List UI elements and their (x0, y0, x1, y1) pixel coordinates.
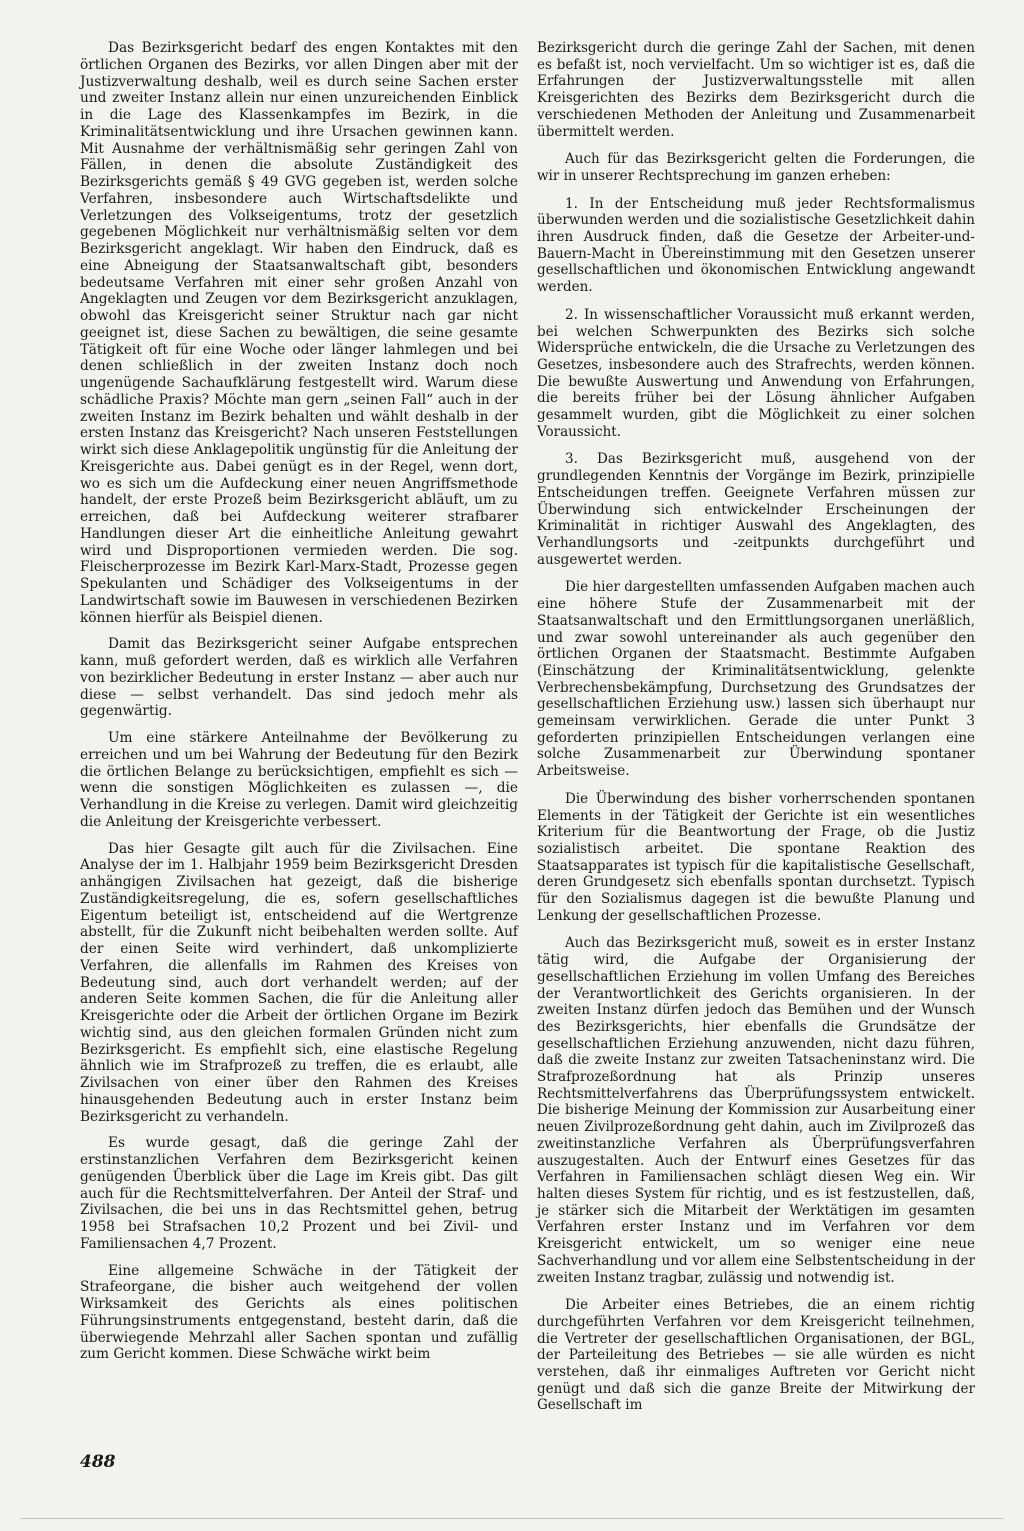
paragraph: Die Arbeiter eines Betriebes, die an einem richtig durchgeführten Verfahren vor dem Kreisgericht teilnehmen, die Vertreter der gesellschaftlichen Organisationen, der BGL, der Parteileitung des Betriebes — sie alle würden es nicht verstehen, daß ihr einmaliges Auftreten vor Gericht nicht genügt und daß sich die ganze Breite der Mitwirkung der Gesellschaft im (537, 1297, 975, 1414)
paragraph: Die hier dargestellten umfassenden Aufgaben machen auch eine höhere Stufe der Zusammenarbeit mit der Staatsanwaltschaft und den Ermittlungsorganen unerläßlich, und zwar sowohl untereinander als auch gegenüber den örtlichen Organen der Staatsmacht. Bestimmte Aufgaben (Einschätzung der Kriminalitätsentwicklung, gelenkte Verbrechensbekämpfung, Durchsetzung des Grundsatzes der gesellschaftlichen Erziehung usw.) lassen sich überhaupt nur gemeinsam verwirklichen. Gerade die unter Punkt 3 geforderten prinzipiellen Entscheidungen verlangen eine solche Zusammenarbeit zur Überwindung spontaner Arbeitsweise. (537, 579, 975, 780)
paragraph: Es wurde gesagt, daß die geringe Zahl der erstinstanzlichen Verfahren dem Bezirksgericht keinen genügenden Überblick über die Lage im Kreis gibt. Das gilt auch für die Rechtsmittelverfahren. Der Anteil der Straf- und Zivilsachen, die bei uns in das Rechtsmittel gehen, betrug 1958 bei Strafsachen 10,2 Prozent und bei Zivil- und Familiensachen 4,7 Prozent. (80, 1135, 518, 1252)
paragraph: Auch für das Bezirksgericht gelten die Forderungen, die wir in unserer Rechtsprechung im ganzen erheben: (537, 151, 975, 184)
paragraph: 2. In wissenschaftlicher Voraussicht muß erkannt werden, bei welchen Schwerpunkten des Bezirks sich solche Widersprüche entwickeln, die die Ursache zu Verletzungen des Gesetzes, insbesondere auch des Strafrechts, werden können. Die bewußte Auswertung und Anwendung von Erfahrungen, die bereits früher bei der Lösung ähnlicher Aufgaben gesammelt wurden, gibt die Möglichkeit zu einer solchen Voraussicht. (537, 306, 975, 440)
paragraph: Die Überwindung des bisher vorherrschenden spontanen Elements in der Tätigkeit der Gerichte ist ein wesentliches Kriterium für die Beantwortung der Frage, ob die Justiz sozialistisch arbeitet. Die spontane Reaktion des Staatsapparates ist typisch für die kapitalistische Gesellschaft, deren Grundgesetz sich ebenfalls spontan durchsetzt. Typisch für den Sozialismus dagegen ist die bewußte Planung und Lenkung der gesellschaftlichen Prozesse. (537, 790, 975, 924)
paragraph: Das hier Gesagte gilt auch für die Zivilsachen. Eine Analyse der im 1. Halbjahr 1959 beim Bezirksgericht Dresden anhängigen Zivilsachen hat gezeigt, daß die bisherige Zuständigkeitsregelung, die es, sofern gesellschaftliches Eigentum beteiligt ist, entscheidend auf die Wertgrenze abstellt, für die Zukunft nicht beibehalten werden sollte. Auf der einen Seite wird verhindert, daß unkomplizierte Verfahren, die allenfalls im Rahmen des Kreises von Bedeutung sind, auch dort verhandelt werden; auf der anderen Seite kommen Sachen, die für die Anleitung aller Kreisgerichte oder die Arbeit der örtlichen Organe im Bezirk wichtig sind, aus den gleichen formalen Gründen nicht zum Bezirksgericht. Es empfiehlt sich, eine elastische Regelung ähnlich wie im Strafprozeß zu treffen, die es erlaubt, alle Zivilsachen von einer über den Rahmen des Kreises hinausgehenden Bedeutung auch in erster Instanz beim Bezirksgericht zu verhandeln. (80, 840, 518, 1125)
paragraph: 1. In der Entscheidung muß jeder Rechtsformalismus überwunden werden und die sozialistische Gesetzlichkeit dahin ihren Ausdruck finden, daß die Gesetze der Arbeiter-und-Bauern-Macht in Übereinstimmung mit den Gesetzen unserer gesellschaftlichen und ökonomischen Entwicklung angewandt werden. (537, 195, 975, 296)
paragraph: Um eine stärkere Anteilnahme der Bevölkerung zu erreichen und um bei Wahrung der Bedeutung für den Bezirk die örtlichen Belange zu berücksichtigen, empfiehlt es sich — wenn die sonstigen Möglichkeiten es zulassen —, die Verhandlung in die Kreise zu verlegen. Damit wird gleichzeitig die Anleitung der Kreisgerichte verbessert. (80, 730, 518, 830)
bottom-rule (20, 1518, 1004, 1519)
paragraph: Eine allgemeine Schwäche in der Tätigkeit der Strafeorgane, die bisher auch weitgehend der vollen Wirksamkeit des Gerichts als eines politischen Führungsinstruments entgegenstand, besteht darin, daß die überwiegende Mehrzahl aller Sachen spontan und zufällig zum Gericht kommen. Diese Schwäche wirkt beim (80, 1262, 518, 1363)
paragraph: Bezirksgericht durch die geringe Zahl der Sachen, mit denen es befaßt ist, noch vervielfacht. Um so wichtiger ist es, daß die Erfahrungen der Justizverwaltungsstelle mit allen Kreisgerichten des Bezirks dem Bezirksgericht durch die verschiedenen Methoden der Anleitung und Zusammenarbeit übermittelt werden. (537, 40, 975, 140)
left-column (80, 40, 518, 1373)
page-number: 488 (80, 1452, 116, 1472)
paragraph: 3. Das Bezirksgericht muß, ausgehend von der grundlegenden Kenntnis der Vorgänge im Bezirk, prinzipielle Entscheidungen treffen. Geeignete Verfahren müssen zur Überwindung sich entwickelnder Erscheinungen der Kriminalität in richtiger Auswahl des Angeklagten, des Verhandlungsorts und -zeitpunkts durchgeführt und ausgewertet werden. (537, 451, 975, 568)
paragraph: Damit das Bezirksgericht seiner Aufgabe entsprechen kann, muß gefordert werden, daß es wirklich alle Verfahren von bezirklicher Bedeutung in erster Instanz — aber auch nur diese — selbst verhandelt. Das sind jedoch mehr als gegenwärtig. (80, 636, 518, 720)
right-column (537, 40, 975, 1425)
paragraph: Auch das Bezirksgericht muß, soweit es in erster Instanz tätig wird, die Aufgabe der Organisierung der gesellschaftlichen Erziehung im vollen Umfang des Bereiches der Verantwortlichkeit des Gerichts organisieren. In der zweiten Instanz dürfen jedoch das Bemühen und der Wunsch des Bezirksgerichts, hier ebenfalls die Grundsätze der gesellschaftlichen Erziehung anzuwenden, nicht dazu führen, daß die zweite Instanz zur zweiten Tatsacheninstanz wird. Die Strafprozeßordnung hat als Prinzip unseres Rechtsmittelverfahrens das Überprüfungssystem entwickelt. Die bisherige Meinung der Kommission zur Ausarbeitung einer neuen Zivilprozeßordnung geht dahin, auch im Zivilprozeß das zweitinstanzliche Verfahren als Überprüfungsverfahren auszugestalten. Auch der Entwurf eines Gesetzes für das Verfahren in Familiensachen schlägt diesen Weg ein. Wir halten dieses System für richtig, und es ist festzustellen, daß, je stärker sich die Mitarbeit der Werktätigen im gesamten Verfahren erster Instanz und im Verfahren vor dem Kreisgericht entwickelt, um so weniger eine neue Sachverhandlung und vor allem eine Selbstentscheidung in der zweiten Instanz tragbar, zulässig und notwendig ist. (537, 935, 975, 1286)
paragraph: Das Bezirksgericht bedarf des engen Kontaktes mit den örtlichen Organen des Bezirks, vor allen Dingen aber mit der Justizverwaltung deshalb, weil es durch seine Sachen erster und zweiter Instanz allein nur einen unzureichenden Einblick in die Lage des Klassenkampfes im Bezirk, in die Kriminalitätsentwicklung und ihre Ursachen gewinnen kann. Mit Ausnahme der verhältnismäßig sehr geringen Zahl von Fällen, in denen die absolute Zuständigkeit des Bezirksgerichts gemäß § 49 GVG gegeben ist, werden solche Verfahren, insbesondere auch Wirtschaftsdelikte und Verletzungen des Volkseigentums, trotz der gesetzlich gegebenen Möglichkeit nur verhältnismäßig selten vor dem Bezirksgericht angeklagt. Wir haben den Eindruck, daß es eine Abneigung der Staatsanwaltschaft gibt, besonders bedeutsame Verfahren mit einer sehr großen Anzahl von Angeklagten und Zeugen vor dem Bezirksgericht anzuklagen, obwohl das Kreisgericht seiner Struktur nach gar nicht geeignet ist, diese Sachen zu bewältigen, die seine gesamte Tätigkeit oft für eine Woche oder länger lahmlegen und bei denen schließlich in der zweiten Instanz doch noch ungenügende Sachaufklärung festgestellt wird. Warum diese schädliche Praxis? Möchte man gern „seinen Fall“ auch in der zweiten Instanz im Bezirk behalten und wählt deshalb in der ersten Instanz das Kreisgericht? Nach unseren Feststellungen wirkt sich diese Anklagepolitik ungünstig für die Anleitung der Kreisgerichte aus. Dabei genügt es in der Regel, wenn dort, wo es sich um die Aufdeckung einer neuen Angriffsmethode handelt, der erste Prozeß beim Bezirksgericht abläuft, um zu erreichen, daß bei Aufdeckung weiterer strafbarer Handlungen dieser Art die einheitliche Anleitung gewahrt wird und Disproportionen vermieden werden. Die sog. Fleischerprozesse im Bezirk Karl-Marx-Stadt, Prozesse gegen Spekulanten und Schädiger des Volkseigentums in der Landwirtschaft sowie im Bauwesen in verschiedenen Bezirken können hierfür als Beispiel dienen. (80, 40, 519, 626)
